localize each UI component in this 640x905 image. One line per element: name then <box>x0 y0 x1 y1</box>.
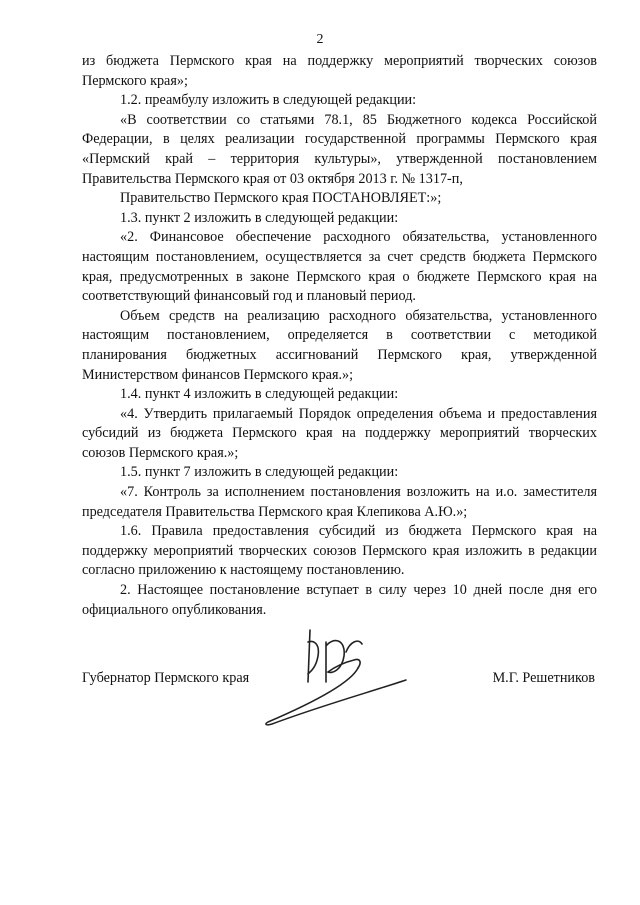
paragraph-2: 1.2. преамбулу изложить в следующей редакции: <box>120 92 417 109</box>
paragraph-9: «4. Утвердить прилагаемый Порядок определения объема и предоставления субсидий из бюджета Пермского края на поддержку мероприятий творческих союзов Пермского края.»; <box>82 405 597 461</box>
signer-name: М.Г. Решетников <box>492 670 595 686</box>
signer-title: Губернатор Пермского края <box>82 670 250 686</box>
paragraph-3: «В соответствии со статьями 78.1, 85 Бюджетного кодекса Российской Федерации, в целях реализации государственной программы Пермского края «Пермский край – территория культуры», утвержденной постановлением Правительства Пермского края от 03 октября 2013 г. № 1317-п, <box>82 111 597 187</box>
paragraph-10: 1.5. пункт 7 изложить в следующей редакции: <box>120 464 399 481</box>
page-number: 2 <box>316 32 324 47</box>
paragraph-7: Объем средств на реализацию расходного обязательства, установленного настоящим постановлением, определяется в соответствии с методикой планирования бюджетных ассигнований Пермского края, утвержденной Министерством финансов Пермского края.»; <box>82 307 597 383</box>
paragraph-5: 1.3. пункт 2 изложить в следующей редакции: <box>120 209 399 226</box>
paragraph-13: 2. Настоящее постановление вступает в силу через 10 дней после дня его официального опубликования. <box>82 582 597 618</box>
paragraph-1: из бюджета Пермского края на поддержку мероприятий творческих союзов Пермского края»; <box>82 53 597 89</box>
document-body <box>82 52 597 620</box>
paragraph-6: «2. Финансовое обеспечение расходного обязательства, установленного настоящим постановлением, осуществляется за счет средств бюджета Пермского края, предусмотренных в законе Пермского края о бюджете Пермского края на соответствующий финансовый год и плановый период. <box>82 229 597 305</box>
paragraph-8: 1.4. пункт 4 изложить в следующей редакции: <box>120 386 399 403</box>
paragraph-4: Правительство Пермского края ПОСТАНОВЛЯЕТ:»; <box>120 190 442 207</box>
paragraph-12: 1.6. Правила предоставления субсидий из бюджета Пермского края на поддержку мероприятий творческих союзов Пермского края изложить в редакции согласно приложению к настоящему постановлению. <box>82 523 597 579</box>
paragraph-11: «7. Контроль за исполнением постановления возложить на и.о. заместителя председателя Правительства Пермского края Клепикова А.Ю.»; <box>82 484 597 520</box>
signature-block <box>82 669 597 691</box>
